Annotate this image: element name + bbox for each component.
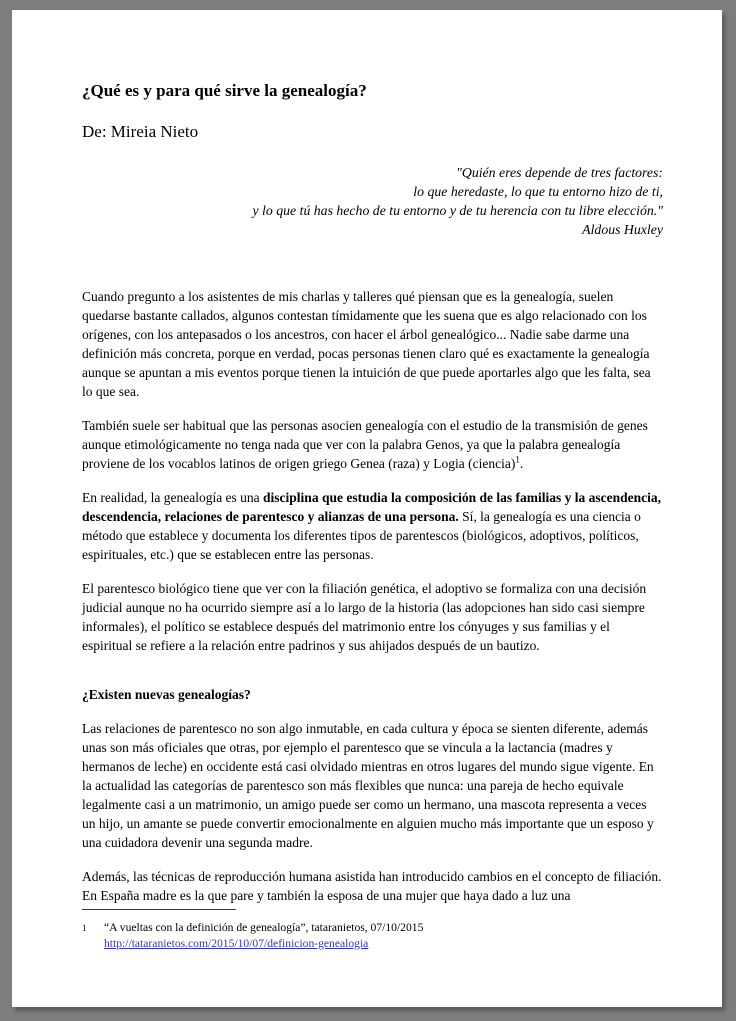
paragraph-3-bold: disciplina que estudia la composición de las familias y la ascendencia, descendencia, relaciones de parentesco y alianzas de una persona. [82, 490, 661, 524]
quote-line-2: lo que heredaste, lo que tu entorno hizo de ti, [413, 184, 663, 199]
paragraph-2 [82, 416, 663, 473]
byline: De: Mireia Nieto [82, 122, 199, 141]
paragraph-1: Cuando pregunto a los asistentes de mis charlas y talleres qué piensan que es la genealogía, suelen quedarse bastante callados, algunos contestan tímidamente que les suena que es algo relacionado con los orígenes, con los antepasados o los ancestros, con hacer el árbol genealógico... Nadie sabe darme una definición más concreta, porque en verdad, pocas personas tienen claro qué es exactamente la genealogía aunque se apuntan a mis eventos porque tienen la intuición de que puede aportarles algo que les falta, sea lo que sea. [82, 289, 651, 399]
footnote-text: “A vueltas con la definición de genealogía”, tataranietos, 07/10/2015 [104, 921, 424, 934]
paragraph-6: Además, las técnicas de reproducción humana asistida han introducido cambios en el concepto de filiación. En España madre es la que pare y también la esposa de una mujer que haya dado a luz una [82, 869, 662, 903]
paragraph-4: El parentesco biológico tiene que ver con la filiación genética, el adoptivo se formaliza con una decisión judicial aunque no ha ocurrido siempre así a lo largo de la historia (las adopciones han sido casi siempre informales), el político se establece después del matrimonio entre los cónyuges y sus familias y el espiritual se refiere a la relación entre padrinos y sus ahijados después de un bautizo. [82, 581, 647, 653]
footnote-link[interactable]: http://tataranietos.com/2015/10/07/definicion-genealogia [104, 936, 369, 950]
page-title: ¿Qué es y para qué sirve la genealogía? [82, 81, 367, 100]
paragraph-2-tail: . [519, 456, 524, 471]
quote-block [82, 163, 663, 239]
paragraph-3-post: Sí, la genealogía es una ciencia o método que establece y documenta los diferentes tipos de parentescos (biológicos, adoptivos, políticos, espirituales, etc.) que se establecen entre las personas. [82, 509, 641, 562]
section-heading: ¿Existen nuevas genealogías? [82, 687, 251, 702]
paragraph-3 [82, 488, 663, 564]
document-page [12, 10, 722, 1007]
quote-attribution: Aldous Huxley [582, 222, 663, 237]
quote-line-1: "Quién eres depende de tres factores: [456, 165, 663, 180]
footnote-area [82, 909, 663, 951]
footnote-separator [82, 909, 236, 910]
footnote-reference-1: 1 [515, 454, 520, 465]
paragraph-3-pre: En realidad, la genealogía es una [82, 490, 264, 505]
paragraph-2-text: También suele ser habitual que las personas asocien genealogía con el estudio de la transmisión de genes aunque etimológicamente no tenga nada que ver con la palabra Genos, ya que la palabra genealogía proviene de los vocablos latinos de origen griego Genea (raza) y Logia (ciencia) [82, 418, 648, 471]
paragraph-5: Las relaciones de parentesco no son algo inmutable, en cada cultura y época se sienten diferente, además unas son más oficiales que otras, por ejemplo el parentesco que se vincula a la lactancia (madres y hermanos de leche) en occidente está casi olvidado mientras en otros lugares del mundo sigue vigente. En la actualidad las categorías de parentesco son más flexibles que nunca: una pareja de hecho equivale legalmente casi a un matrimonio, un amigo puede ser como un hermano, una mascota representa a veces un hijo, un amante se puede convertir emocionalmente en alguien mucho más importante que un esposo y una cuidadora devenir una segunda madre. [82, 721, 654, 850]
footnote-item [82, 920, 663, 951]
footnote-marker: 1 [82, 923, 87, 933]
quote-line-3: y lo que tú has hecho de tu entorno y de tu herencia con tu libre elección." [252, 203, 663, 218]
footnote-body [104, 920, 423, 951]
